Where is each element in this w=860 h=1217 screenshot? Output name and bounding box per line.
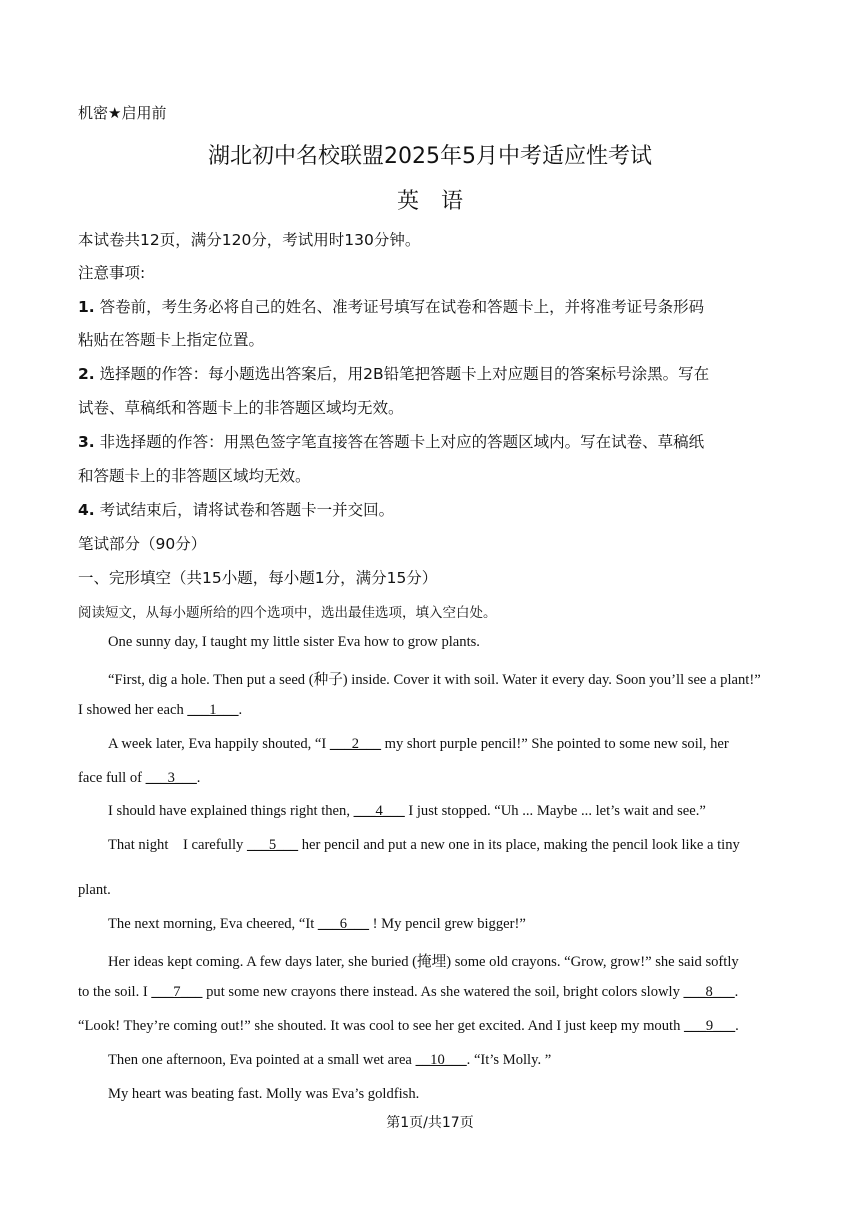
blank-10: __10___ bbox=[415, 1052, 467, 1068]
passage-line bbox=[78, 984, 738, 1001]
passage-paragraph: “First, dig a hole. Then put a seed (种子) inside. Cover it with soil. Water it every day. Soon you’ll see a plant!” bbox=[108, 672, 761, 688]
passage-line bbox=[78, 770, 200, 787]
passage-text: . bbox=[735, 1018, 739, 1034]
passage-paragraph bbox=[108, 837, 740, 854]
blank-7: ___7___ bbox=[151, 984, 203, 1000]
exam-summary: 本试卷共12页，满分120分，考试用时130分钟。 bbox=[78, 231, 421, 249]
passage-text: ! My pencil grew bigger!” bbox=[368, 916, 526, 932]
blank-8: ___8___ bbox=[683, 984, 735, 1000]
exam-title: 湖北初中名校联盟2025年5月中考适应性考试 bbox=[208, 144, 652, 169]
passage-line bbox=[78, 1018, 739, 1035]
note-text: 答卷前，考生务必将自己的姓名、准考证号填写在试卷和答题卡上，并将准考证号条形码 bbox=[99, 298, 705, 316]
note-3-continued: 和答题卡上的非答题区域均无效。 bbox=[78, 467, 311, 485]
page-number: 第1页/共17页 bbox=[386, 1115, 474, 1131]
note-1-continued: 粘贴在答题卡上指定位置。 bbox=[78, 331, 265, 349]
passage-text: . bbox=[196, 770, 201, 786]
passage-text: face full of bbox=[78, 770, 146, 786]
blank-2: ___2___ bbox=[329, 736, 381, 752]
passage-paragraph: One sunny day, I taught my little sister Eva how to grow plants. bbox=[108, 634, 480, 650]
blank-6: ___6___ bbox=[317, 916, 369, 932]
blank-3: ___3___ bbox=[145, 770, 197, 786]
passage-paragraph bbox=[108, 916, 526, 933]
blank-9: ___9___ bbox=[684, 1018, 736, 1034]
subject-title: 英语 bbox=[396, 189, 485, 214]
notice-title: 注意事项: bbox=[78, 264, 146, 282]
passage-text: put some new crayons there instead. As she watered the soil, bright colors slowly bbox=[202, 984, 684, 1000]
passage-text: The next morning, Eva cheered, “It bbox=[108, 916, 318, 932]
note-number: 2. bbox=[78, 365, 95, 383]
passage-line: plant. bbox=[78, 882, 111, 898]
passage-paragraph: My heart was beating fast. Molly was Eva’s goldfish. bbox=[108, 1086, 420, 1102]
blank-4: ___4___ bbox=[353, 803, 405, 819]
passage-line bbox=[78, 702, 242, 719]
passage-text: to the soil. I bbox=[78, 984, 152, 1000]
passage-paragraph bbox=[108, 1052, 551, 1069]
passage-text: my short purple pencil!” She pointed to some new soil, her bbox=[380, 736, 729, 752]
passage-paragraph: Her ideas kept coming. A few days later, she buried (掩埋) some old crayons. “Grow, grow!” she said softly bbox=[108, 954, 739, 970]
note-2-continued: 试卷、草稿纸和答题卡上的非答题区域均无效。 bbox=[78, 399, 404, 417]
written-section-heading: 笔试部分（90分） bbox=[78, 535, 207, 553]
passage-text: . bbox=[238, 702, 243, 718]
note-3 bbox=[78, 430, 704, 452]
cloze-instruction: 阅读短文，从每小题所给的四个选项中，选出最佳选项，填入空白处。 bbox=[78, 605, 497, 621]
note-text: 非选择题的作答：用黑色签字笔直接答在答题卡上对应的答题区域内。写在试卷、草稿纸 bbox=[99, 433, 705, 451]
note-1 bbox=[78, 295, 704, 317]
note-text: 选择题的作答：每小题选出答案后，用2B铅笔把答题卡上对应题目的答案标号涂黑。写在 bbox=[99, 365, 710, 383]
passage-text: “Look! They’re coming out!” she shouted. It was cool to see her get excited. And I just keep my mouth bbox=[78, 1018, 685, 1034]
note-2 bbox=[78, 362, 709, 384]
passage-paragraph bbox=[108, 803, 706, 820]
blank-5: ___5___ bbox=[247, 837, 299, 853]
note-4 bbox=[78, 498, 394, 520]
passage-text: her pencil and put a new one in its place, making the pencil look like a tiny bbox=[298, 837, 740, 853]
passage-paragraph bbox=[108, 736, 729, 753]
note-number: 3. bbox=[78, 433, 95, 451]
passage-text: Then one afternoon, Eva pointed at a small wet area bbox=[108, 1052, 416, 1068]
note-number: 4. bbox=[78, 501, 95, 519]
cloze-section-heading: 一、完形填空（共15小题，每小题1分，满分15分） bbox=[78, 569, 438, 587]
blank-1: ___1___ bbox=[187, 702, 239, 718]
passage-text: I showed her each bbox=[78, 702, 188, 718]
passage-text: A week later, Eva happily shouted, “I bbox=[108, 736, 330, 752]
note-text: 考试结束后，请将试卷和答题卡一并交回。 bbox=[99, 501, 395, 519]
passage-text: . bbox=[734, 984, 739, 1000]
passage-text: That night I carefully bbox=[108, 837, 247, 853]
passage-text: I just stopped. “Uh ... Maybe ... let’s wait and see.” bbox=[404, 803, 706, 819]
passage-text: I should have explained things right then, bbox=[108, 803, 354, 819]
passage-text: . “It’s Molly. ” bbox=[466, 1052, 552, 1068]
note-number: 1. bbox=[78, 298, 95, 316]
confidential-label: 机密★启用前 bbox=[78, 104, 167, 122]
